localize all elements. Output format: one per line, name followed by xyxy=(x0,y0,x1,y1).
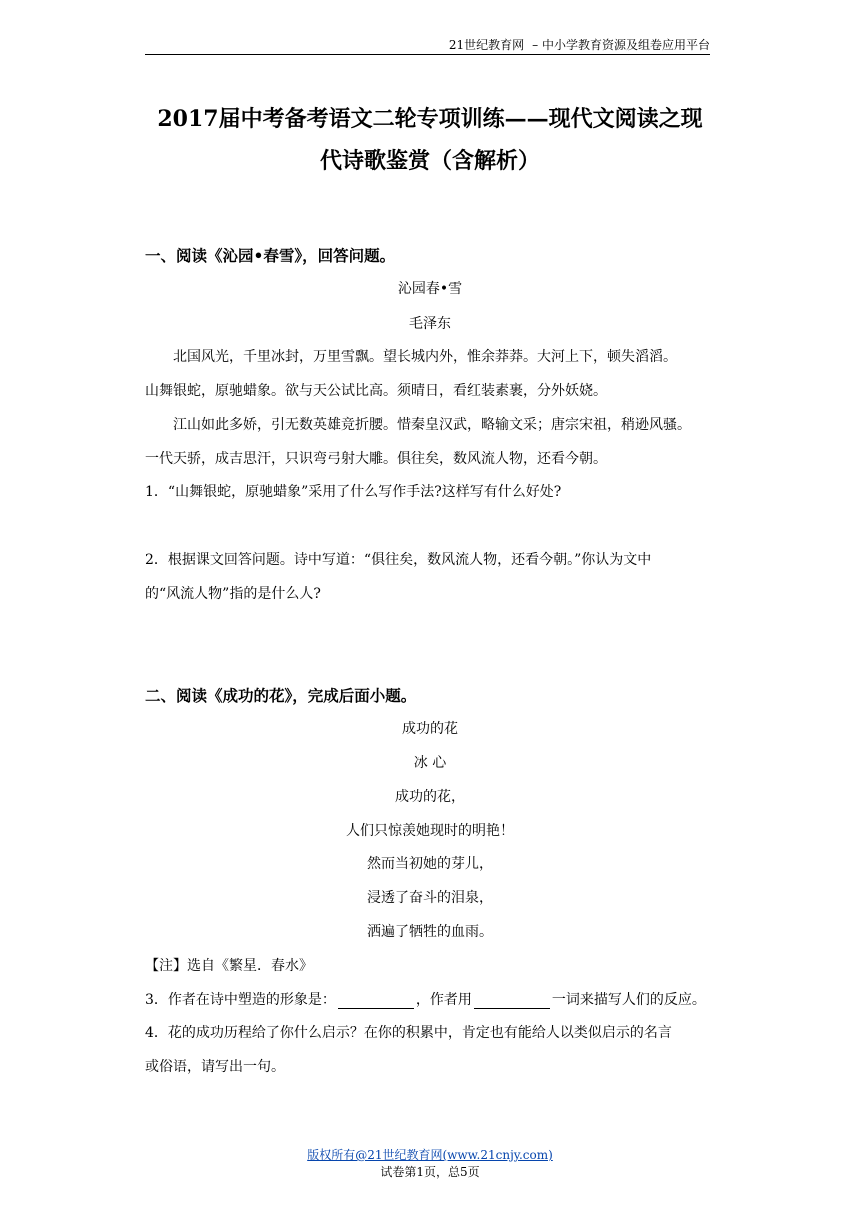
question-3-part-a: 3．作者在诗中塑造的形象是： xyxy=(145,992,336,1008)
question-3 xyxy=(145,989,725,1009)
poem1-line: 江山如此多娇，引无数英雄竞折腰。惜秦皇汉武，略输文采；唐宗宋祖，稍逊风骚。 xyxy=(173,417,691,433)
answer-blank-1[interactable] xyxy=(338,994,414,1009)
poem1-line: 一代天骄，成吉思汗，只识弯弓射大雕。俱往矣，数风流人物，还看今朝。 xyxy=(145,451,607,467)
question-2-line-2: 的“风流人物”指的是什么人? xyxy=(145,586,321,602)
poem1-line: 北国风光，千里冰封，万里雪飘。望长城内外，惟余莽莽。大河上下，顿失滔滔。 xyxy=(173,349,677,365)
question-1: 1．“山舞银蛇，原驰蜡象”采用了什么写作手法?这样写有什么好处? xyxy=(145,484,562,500)
section2-heading: 二、阅读《成功的花》，完成后面小题。 xyxy=(145,686,417,705)
section1-heading: 一、阅读《沁园•春雪》，回答问题。 xyxy=(145,246,396,265)
question-4-line-1: 4．花的成功历程给了你什么启示？在你的积累中，肯定也有能给人以类似启示的名言 xyxy=(145,1025,672,1041)
page-number: 试卷第1页，总5页 xyxy=(380,1165,480,1179)
header-slogan: – 中小学教育资源及组卷应用平台 xyxy=(532,38,710,52)
question-3-part-b: ，作者用 xyxy=(415,992,472,1008)
title-line-2: 代诗歌鉴赏（含解析） xyxy=(319,148,540,174)
poem1-line: 山舞银蛇，原驰蜡象。欲与天公试比高。须晴日，看红装素裹，分外妖娆。 xyxy=(145,383,607,399)
question-2-line-1: 2．根据课文回答问题。诗中写道：“俱往矣，数风流人物，还看今朝。”你认为文中 xyxy=(145,552,652,568)
question-4-line-2: 或俗语，请写出一句。 xyxy=(145,1059,285,1075)
title-line-1: 2017届中考备考语文二轮专项训练——现代文阅读之现 xyxy=(157,106,703,132)
page-header xyxy=(145,36,710,55)
answer-blank-2[interactable] xyxy=(474,994,550,1009)
poem2-line: 成功的花， xyxy=(395,789,465,805)
poem2-title: 成功的花 xyxy=(402,721,458,737)
poem1-author: 毛泽东 xyxy=(409,316,451,332)
poem2-line: 然而当初她的芽儿， xyxy=(367,856,493,872)
question-3-part-c: 一词来描写人们的反应。 xyxy=(551,992,706,1008)
poem2-author: 冰 心 xyxy=(413,755,447,771)
copyright-link[interactable]: 版权所有@21世纪教育网(www.21cnjy.com) xyxy=(307,1148,553,1162)
poem1-title: 沁园春•雪 xyxy=(397,281,463,297)
page-title xyxy=(120,98,740,182)
poem2-note: 【注】选自《繁星．春水》 xyxy=(145,958,313,974)
poem2-line: 洒遍了牺牲的血雨。 xyxy=(367,924,493,940)
poem2-line: 浸透了奋斗的泪泉， xyxy=(367,890,493,906)
poem2-line: 人们只惊羡她现时的明艳！ xyxy=(346,823,514,839)
header-site: 21世纪教育网 xyxy=(448,38,525,52)
